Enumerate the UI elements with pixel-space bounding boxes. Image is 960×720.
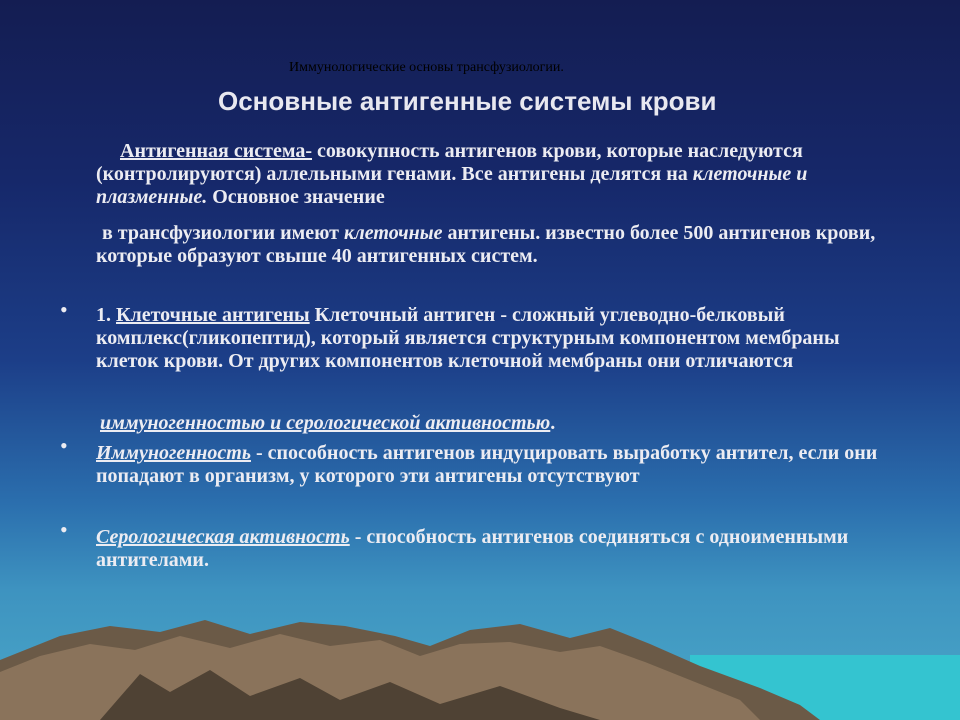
- definition-italic: клеточные и плазменные.: [96, 163, 808, 208]
- term-serological-activity: Серологическая активность: [96, 526, 350, 548]
- term-immunogenicity: Иммуногенность: [96, 442, 251, 464]
- transfusiology-text-1: в трансфузиологии имеют: [102, 222, 344, 244]
- transfusiology-paragraph: [96, 222, 876, 268]
- transfusiology-text-2: антигены. известно более 500 антигенов крови, которые образуют свыше 40 антигенных систем.: [96, 222, 876, 267]
- slide-title: Основные антигенные системы крови: [218, 86, 717, 116]
- bullet-immunogenicity: [96, 442, 906, 488]
- term-cellular-antigens: Клеточные антигены: [116, 304, 310, 326]
- term-immunogenicity-serology: иммуногенностью и серологической активностью: [100, 412, 551, 434]
- slide-subtitle: Иммунологические основы трансфузиологии.: [289, 60, 564, 75]
- definition-text-1: совокупность антигенов крови, которые наследуются (контролируются) аллельными генами. Все антигены делятся на: [96, 140, 803, 185]
- bullet-serological-activity: [96, 526, 906, 572]
- bullet-2-text: - способность антигенов индуцировать выработку антител, если они попадают в организм, у которого эти антигены отсутствуют: [96, 442, 878, 487]
- bullet-1-text: Клеточный антиген - сложный углеводно-белковый комплекс(гликопептид), который является структурным компонентом мембраны клеток крови. От других компонентов клеточной мембраны они отличаются: [96, 304, 840, 372]
- bullet-icon: •: [60, 433, 68, 458]
- bullet-1-prefix: 1.: [96, 304, 116, 326]
- bullet-icon: •: [60, 517, 68, 542]
- transfusiology-italic: клеточные: [343, 222, 443, 244]
- bullet-1-end: .: [550, 412, 556, 434]
- bullet-icon: •: [60, 297, 68, 322]
- bullet-3-text: - способность антигенов соединяться с одноименными антителами.: [96, 526, 849, 571]
- definition-text-2: Основное значение: [207, 186, 385, 208]
- bullet-1-continuation: [100, 412, 880, 435]
- mountain-landscape: [0, 600, 960, 720]
- term-antigen-system: Антигенная система-: [120, 140, 313, 162]
- definition-paragraph: [96, 140, 906, 209]
- bullet-cellular-antigens: [96, 304, 876, 373]
